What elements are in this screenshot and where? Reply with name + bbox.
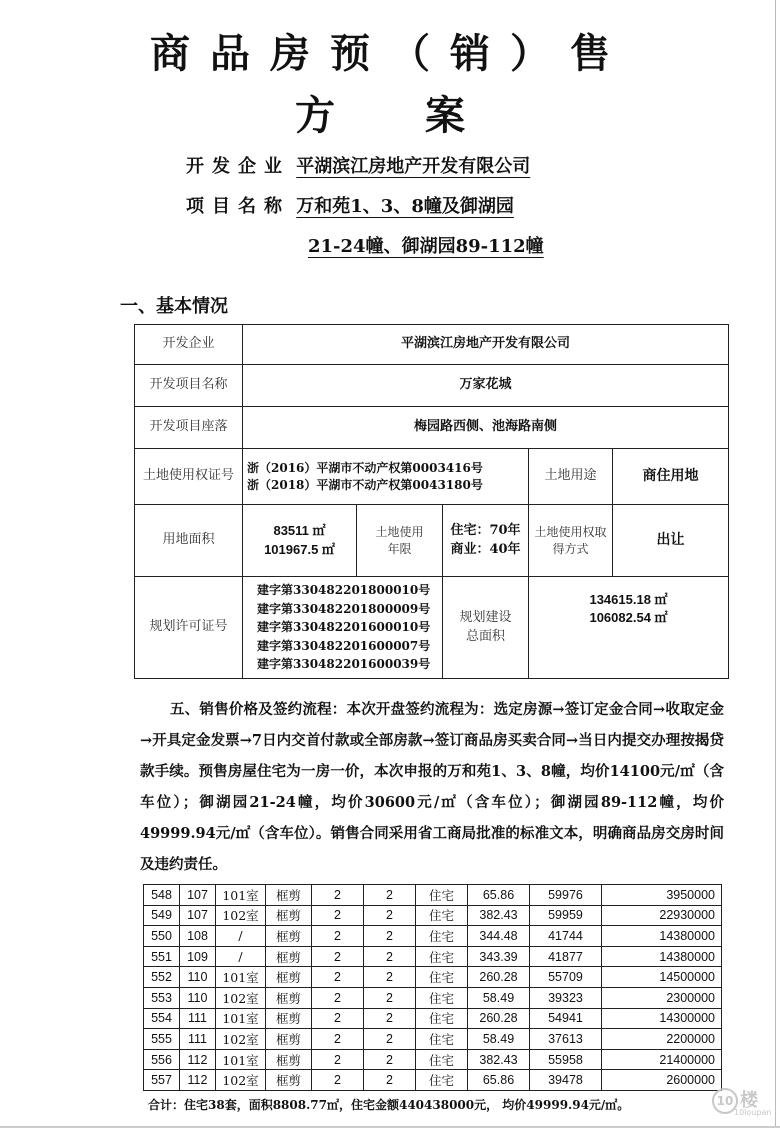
table-row xyxy=(144,1049,722,1070)
table-cell: 101室 xyxy=(216,1008,266,1029)
table-cell: 107 xyxy=(180,885,216,906)
table-cell: 框剪 xyxy=(266,1049,312,1070)
table-cell: 41877 xyxy=(530,946,602,967)
table-row xyxy=(144,1029,722,1050)
table-cell: 102室 xyxy=(216,1029,266,1050)
table-cell: 550 xyxy=(144,926,180,947)
permit-item: 建字第330482201600039号 xyxy=(257,657,431,672)
term-label: 土地使用年限 xyxy=(357,505,443,577)
table-cell: 框剪 xyxy=(266,926,312,947)
table-cell: 58.49 xyxy=(468,1029,530,1050)
table-row xyxy=(144,987,722,1008)
table-cell: 58.49 xyxy=(468,987,530,1008)
land-use-value: 商住用地 xyxy=(613,449,729,505)
build-area-2: 106082.54 ㎡ xyxy=(589,610,668,626)
table-cell: 39478 xyxy=(530,1070,602,1091)
table-cell: 住宅 xyxy=(416,1070,468,1091)
table-cell: 101室 xyxy=(216,1049,266,1070)
sales-process-paragraph: 五、销售价格及签约流程：本次开盘签约流程为：选定房源→签订定金合同→收取定金→开具定金发票→7日内交首付款或全部房款→签订商品房买卖合同→当日内提交办理按揭贷款手续。预售房屋住宅为一房一价，本次申报的万和苑1、3、8幢，均价14100元/㎡（含车位）；御湖园21-24幢，均价30600元/㎡（含车位）；御湖园89-112幢，均价49999.94元/㎡（含车位）。销售合同采用省工商局批准的标准文本，明确商品房交房时间及违约责任。 xyxy=(140,701,724,873)
table-cell: 22930000 xyxy=(602,905,722,926)
table-cell: 2 xyxy=(312,1008,364,1029)
watermark xyxy=(712,1086,772,1120)
project-name-value: 万家花城 xyxy=(243,365,729,407)
table-cell: 2 xyxy=(364,1070,416,1091)
table-cell: 55958 xyxy=(530,1049,602,1070)
table-cell: 住宅 xyxy=(416,926,468,947)
table-cell: 住宅 xyxy=(416,885,468,906)
term-1: 住宅：70年 xyxy=(450,523,521,539)
acquire-label: 土地使用权取得方式 xyxy=(529,505,613,577)
table-cell: 2 xyxy=(364,987,416,1008)
area-cell xyxy=(243,505,357,577)
table-row xyxy=(144,946,722,967)
project-value-2: 21-24幢、御湖园89-112幢 xyxy=(308,236,544,257)
table-cell: 14380000 xyxy=(602,946,722,967)
table-cell: 14300000 xyxy=(602,1008,722,1029)
table-cell: 2 xyxy=(364,885,416,906)
table-cell: 101室 xyxy=(216,967,266,988)
table-cell: 住宅 xyxy=(416,1029,468,1050)
table-cell: 2 xyxy=(364,1049,416,1070)
table-cell: 14380000 xyxy=(602,926,722,947)
dev-company-label: 开发企业 xyxy=(135,325,243,365)
land-cert-cell xyxy=(243,449,529,505)
project-line xyxy=(186,192,514,218)
project-line-2 xyxy=(308,232,544,258)
table-cell: 557 xyxy=(144,1070,180,1091)
table-cell: 260.28 xyxy=(468,967,530,988)
table-cell: 2 xyxy=(312,885,364,906)
table-cell: 101室 xyxy=(216,885,266,906)
table-cell: 343.39 xyxy=(468,946,530,967)
table-cell: 111 xyxy=(180,1008,216,1029)
table-row xyxy=(144,905,722,926)
table-cell: 552 xyxy=(144,967,180,988)
location-value: 梅园路西侧、池海路南侧 xyxy=(243,407,729,449)
table-cell: 59959 xyxy=(530,905,602,926)
build-area-label: 规划建设总面积 xyxy=(443,577,529,679)
land-cert-1: 浙（2016）平湖市不动产权第0003416号 xyxy=(247,460,483,475)
term-2: 商业：40年 xyxy=(450,541,521,557)
table-cell: 112 xyxy=(180,1049,216,1070)
table-cell: 2 xyxy=(312,946,364,967)
document-title-line1: 商品房预（销）售 xyxy=(150,30,630,77)
table-cell: 382.43 xyxy=(468,1049,530,1070)
permit-label: 规划许可证号 xyxy=(135,577,243,679)
table-cell: 框剪 xyxy=(266,885,312,906)
table-cell: 41744 xyxy=(530,926,602,947)
table-cell: 55709 xyxy=(530,967,602,988)
table-cell: 住宅 xyxy=(416,987,468,1008)
table-cell: 102室 xyxy=(216,1070,266,1091)
units-table-body xyxy=(144,885,722,1091)
permit-item: 建字第330482201800010号 xyxy=(257,583,431,598)
document-title-line2: 方案 xyxy=(295,92,555,139)
table-cell: 框剪 xyxy=(266,1070,312,1091)
table-cell: 553 xyxy=(144,987,180,1008)
table-cell: 260.28 xyxy=(468,1008,530,1029)
table-cell: 2 xyxy=(312,1029,364,1050)
table-cell: 556 xyxy=(144,1049,180,1070)
table-cell: 2 xyxy=(312,967,364,988)
developer-label: 开发企业 xyxy=(186,156,290,177)
table-cell: 2 xyxy=(364,967,416,988)
table-cell: 39323 xyxy=(530,987,602,1008)
table-cell: 14500000 xyxy=(602,967,722,988)
table-cell: 65.86 xyxy=(468,1070,530,1091)
table-cell: 112 xyxy=(180,1070,216,1091)
table-cell: 549 xyxy=(144,905,180,926)
table-row xyxy=(144,885,722,906)
table-cell: 65.86 xyxy=(468,885,530,906)
table-cell: 2 xyxy=(364,946,416,967)
table-cell: 21400000 xyxy=(602,1049,722,1070)
total-summary: 合计：住宅38套，面积8808.77㎡，住宅金额440438000元， 均价49999.94元/㎡。 xyxy=(148,1098,630,1112)
table-cell: 2300000 xyxy=(602,987,722,1008)
project-name-label: 开发项目名称 xyxy=(135,365,243,407)
table-cell: 住宅 xyxy=(416,946,468,967)
table-cell: 2600000 xyxy=(602,1070,722,1091)
table-cell: 框剪 xyxy=(266,946,312,967)
table-cell: 102室 xyxy=(216,987,266,1008)
table-cell: 110 xyxy=(180,967,216,988)
land-cert-label: 土地使用权证号 xyxy=(135,449,243,505)
land-cert-2: 浙（2018）平湖市不动产权第0043180号 xyxy=(247,477,483,492)
table-cell: 548 xyxy=(144,885,180,906)
table-cell: 554 xyxy=(144,1008,180,1029)
developer-line xyxy=(186,152,530,178)
project-label: 项目名称 xyxy=(186,196,290,217)
term-cell xyxy=(443,505,529,577)
table-cell: 2 xyxy=(364,1029,416,1050)
table-cell: 2200000 xyxy=(602,1029,722,1050)
units-table xyxy=(143,884,722,1091)
table-cell: 框剪 xyxy=(266,1008,312,1029)
developer-value: 平湖滨江房地产开发有限公司 xyxy=(296,156,531,177)
table-cell: 382.43 xyxy=(468,905,530,926)
table-cell: 框剪 xyxy=(266,987,312,1008)
table-row xyxy=(144,967,722,988)
table-cell: 54941 xyxy=(530,1008,602,1029)
table-cell: 555 xyxy=(144,1029,180,1050)
table-cell: 551 xyxy=(144,946,180,967)
table-cell: 2 xyxy=(312,987,364,1008)
table-cell: 框剪 xyxy=(266,967,312,988)
area-label: 用地面积 xyxy=(135,505,243,577)
table-cell: 344.48 xyxy=(468,926,530,947)
table-cell: 2 xyxy=(312,1049,364,1070)
table-cell: 102室 xyxy=(216,905,266,926)
build-area-cell xyxy=(529,577,729,679)
table-cell: 2 xyxy=(364,905,416,926)
area-2: 101967.5 ㎡ xyxy=(264,541,335,557)
watermark-logo: 10 xyxy=(712,1088,738,1114)
watermark-sub: 10loupan xyxy=(734,1108,772,1117)
area-1: 83511 ㎡ xyxy=(273,523,326,539)
table-cell: 框剪 xyxy=(266,1029,312,1050)
table-cell: 2 xyxy=(364,1008,416,1029)
table-row xyxy=(144,1008,722,1029)
table-cell: 住宅 xyxy=(416,905,468,926)
watermark-text: 楼 xyxy=(740,1090,758,1111)
table-cell: 111 xyxy=(180,1029,216,1050)
table-cell: 2 xyxy=(312,1070,364,1091)
build-area-1: 134615.18 ㎡ xyxy=(589,592,668,607)
permit-item: 建字第330482201600007号 xyxy=(257,638,431,653)
table-cell: 3950000 xyxy=(602,885,722,906)
table-cell: / xyxy=(216,946,266,967)
permit-list xyxy=(243,577,443,679)
project-value-1: 万和苑1、3、8幢及御湖园 xyxy=(296,196,514,217)
table-cell: 2 xyxy=(312,926,364,947)
table-cell: 2 xyxy=(312,905,364,926)
table-cell: 59976 xyxy=(530,885,602,906)
land-use-label: 土地用途 xyxy=(529,449,613,505)
acquire-value: 出让 xyxy=(613,505,729,577)
permit-item: 建字第330482201600010号 xyxy=(257,620,431,635)
table-cell: 2 xyxy=(364,926,416,947)
table-cell: 110 xyxy=(180,987,216,1008)
table-row xyxy=(144,1070,722,1091)
table-row xyxy=(144,926,722,947)
table-cell: 住宅 xyxy=(416,1008,468,1029)
permit-item: 建字第330482201800009号 xyxy=(257,601,431,616)
location-label: 开发项目座落 xyxy=(135,407,243,449)
section-title: 一、基本情况 xyxy=(120,296,228,317)
table-cell: 107 xyxy=(180,905,216,926)
table-cell: 住宅 xyxy=(416,1049,468,1070)
table-cell: 框剪 xyxy=(266,905,312,926)
table-cell: 住宅 xyxy=(416,967,468,988)
page-border-right xyxy=(775,0,776,1128)
table-cell: 109 xyxy=(180,946,216,967)
table-cell: / xyxy=(216,926,266,947)
table-cell: 108 xyxy=(180,926,216,947)
table-cell: 37613 xyxy=(530,1029,602,1050)
basic-info-table xyxy=(134,324,729,679)
dev-company-value: 平湖滨江房地产开发有限公司 xyxy=(243,325,729,365)
